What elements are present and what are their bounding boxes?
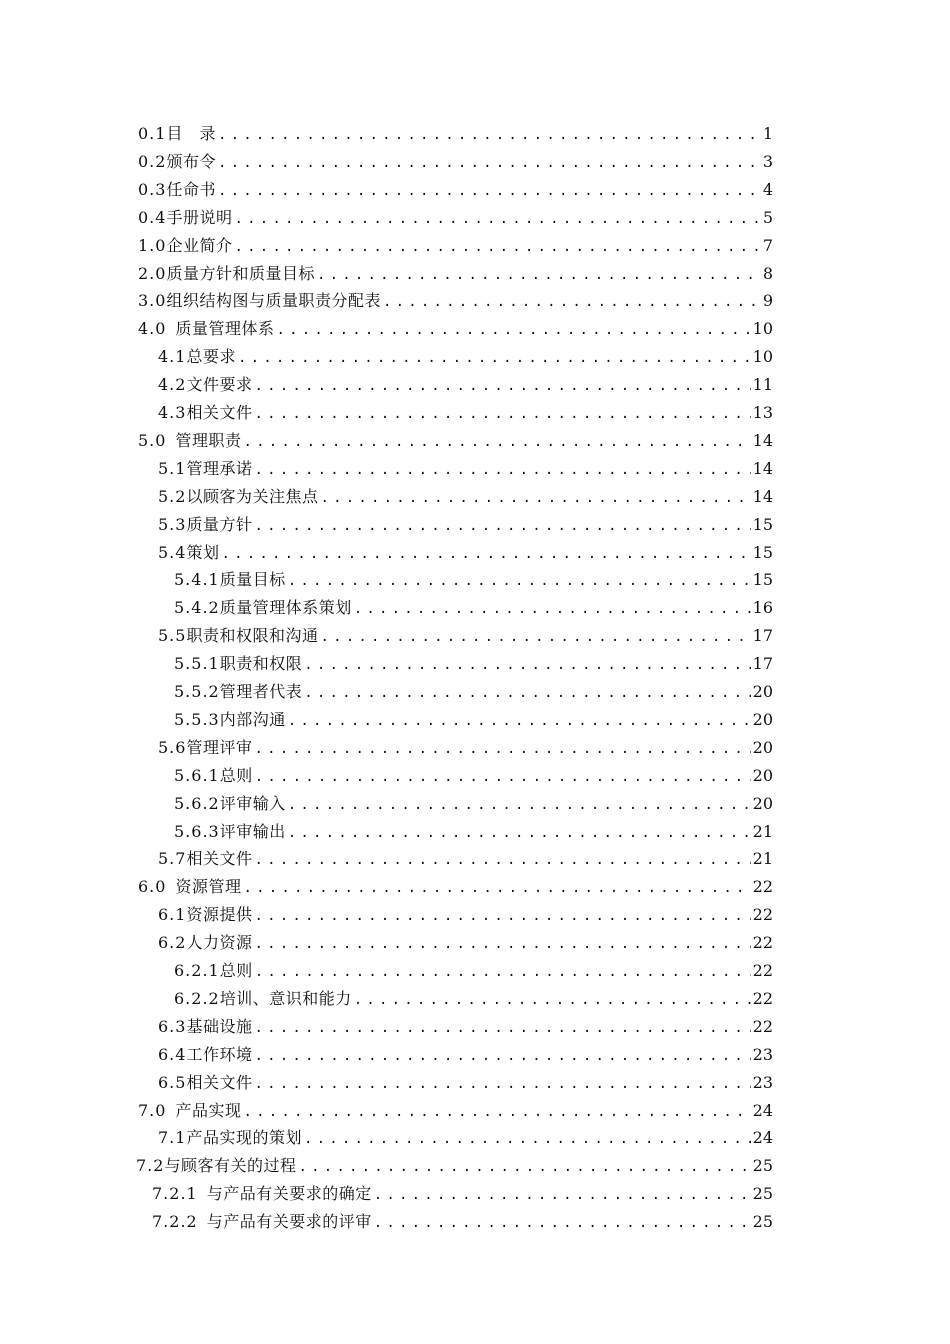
toc-entry-page: 14 (752, 486, 773, 506)
toc-entry-number: 5.4.2 (174, 598, 220, 618)
toc-entry[interactable] (174, 566, 773, 594)
toc-entry[interactable] (158, 929, 773, 957)
toc-entry-number: 6.2.2 (174, 988, 220, 1008)
toc-entry-number: 6.5 (158, 1072, 187, 1092)
toc-entry-page: 23 (752, 1044, 773, 1064)
toc-entry[interactable] (158, 455, 773, 483)
toc-entry[interactable] (174, 706, 773, 734)
toc-entry-title: 以顾客为关注焦点 (186, 486, 319, 506)
toc-dot-leader (320, 623, 750, 651)
toc-entry[interactable] (138, 204, 773, 232)
toc-entry-title: 基础设施 (186, 1016, 253, 1036)
toc-dot-leader (354, 986, 751, 1014)
toc-entry-number: 5.5.3 (174, 709, 220, 729)
toc-entry-title: 质量方针和质量目标 (166, 263, 315, 283)
toc-entry-page: 21 (752, 821, 773, 841)
toc-dot-leader (238, 344, 751, 372)
toc-dot-leader (218, 121, 761, 149)
toc-dot-leader (254, 1070, 750, 1098)
toc-entry-number: 6.3 (158, 1016, 187, 1036)
toc-entry-number: 5.5 (158, 626, 187, 646)
toc-entry-title: 相关文件 (186, 849, 253, 869)
toc-entry-number: 5.7 (158, 849, 187, 869)
toc-dot-leader (255, 958, 751, 986)
toc-entry[interactable] (138, 315, 773, 343)
toc-entry[interactable] (174, 790, 773, 818)
toc-entry-title: 内部沟通 (219, 709, 286, 729)
toc-dot-leader (276, 316, 750, 344)
toc-entry-title: 相关文件 (186, 403, 253, 422)
toc-entry[interactable] (138, 873, 773, 901)
toc-entry-page: 25 (752, 1156, 773, 1176)
toc-dot-leader (317, 261, 761, 289)
toc-entry-page: 24 (752, 1128, 773, 1148)
toc-entry-number: 5.5.1 (174, 654, 220, 674)
toc-entry-page: 20 (752, 793, 773, 813)
toc-entry[interactable] (138, 120, 773, 148)
toc-dot-leader (254, 1042, 750, 1070)
toc-entry-page: 10 (752, 347, 773, 367)
toc-entry-title: 策划 (186, 542, 220, 562)
toc-entry-title: 工作环境 (186, 1044, 253, 1064)
toc-entry-page: 10 (752, 319, 773, 339)
toc-entry-title: 质量管理体系 (175, 319, 275, 339)
toc-entry[interactable] (174, 594, 773, 622)
toc-entry-title: 总要求 (186, 347, 236, 367)
toc-entry-title: 质量目标 (219, 570, 286, 590)
toc-dot-leader (218, 177, 761, 205)
toc-entry-number: 5.4 (158, 542, 187, 562)
toc-entry-title: 文件要求 (186, 375, 253, 395)
toc-entry[interactable] (174, 818, 773, 846)
toc-entry-title: 任命书 (166, 179, 216, 199)
toc-dot-leader (234, 233, 760, 261)
toc-entry-page: 22 (752, 877, 773, 897)
toc-dot-leader (288, 819, 751, 847)
toc-entry-page: 14 (752, 430, 773, 450)
toc-entry[interactable] (174, 957, 773, 985)
toc-entry[interactable] (158, 622, 773, 650)
toc-entry-number: 0.3 (138, 179, 167, 199)
toc-entry-title: 职责和权限和沟通 (186, 626, 319, 646)
toc-dot-leader (288, 707, 751, 735)
toc-entry-number: 4.2 (158, 375, 187, 395)
toc-entry-page: 13 (752, 403, 773, 422)
toc-entry-title: 目 录 (166, 124, 216, 143)
toc-entry-number: 6.2 (158, 933, 187, 953)
toc-entry-title: 管理职责 (175, 430, 242, 450)
toc-entry-number: 4.3 (158, 403, 187, 422)
toc-entry[interactable] (138, 232, 773, 260)
toc-entry-page: 22 (752, 961, 773, 980)
toc-dot-leader (374, 1209, 751, 1237)
toc-dot-leader (255, 763, 751, 791)
toc-dot-leader (374, 1181, 751, 1209)
toc-entry[interactable] (158, 845, 773, 873)
toc-entry[interactable] (158, 1013, 773, 1041)
toc-entry-page: 15 (752, 570, 773, 590)
toc-entry-page: 8 (762, 263, 773, 283)
toc-entry-number: 5.6.2 (174, 793, 220, 813)
toc-entry-page: 14 (752, 458, 773, 478)
toc-entry-page: 17 (752, 654, 773, 674)
toc-entry-title: 颁布令 (166, 151, 216, 171)
toc-entry-page: 20 (752, 682, 773, 701)
toc-entry-title: 与产品有关要求的确定 (206, 1184, 372, 1204)
toc-entry-number: 5.0 (138, 430, 167, 450)
toc-entry-page: 25 (752, 1184, 773, 1204)
toc-dot-leader (354, 595, 751, 623)
toc-entry-page: 16 (752, 598, 773, 618)
toc-entry[interactable] (138, 260, 773, 288)
toc-entry-page: 20 (752, 737, 773, 757)
toc-entry-number: 0.1 (138, 124, 167, 143)
toc-entry-number: 7.2.1 (152, 1184, 198, 1204)
toc-entry[interactable] (158, 1041, 773, 1069)
toc-entry-page: 17 (752, 626, 773, 646)
toc-dot-leader (221, 540, 750, 568)
toc-entry-title: 资源提供 (186, 905, 253, 925)
toc-entry-page: 22 (752, 988, 773, 1008)
toc-entry[interactable] (138, 1097, 773, 1125)
toc-entry-number: 6.2.1 (174, 961, 220, 980)
toc-dot-leader (288, 791, 751, 819)
toc-entry-page: 3 (762, 151, 773, 171)
toc-entry-title: 总则 (219, 961, 253, 980)
toc-entry-title: 管理者代表 (219, 682, 303, 701)
toc-entry-page: 22 (752, 933, 773, 953)
toc-entry-title: 培训、意识和能力 (219, 988, 352, 1008)
toc-entry-number: 7.2 (136, 1156, 165, 1176)
toc-entry[interactable] (158, 343, 773, 371)
toc-entry-title: 管理评审 (186, 737, 253, 757)
toc-entry-title: 职责和权限 (219, 654, 303, 674)
toc-entry-number: 3.0 (138, 291, 167, 311)
toc-entry-page: 4 (762, 179, 773, 199)
toc-dot-leader (243, 428, 750, 456)
toc-entry[interactable] (138, 427, 773, 455)
toc-entry[interactable] (174, 985, 773, 1013)
toc-dot-leader (243, 874, 750, 902)
toc-entry[interactable] (158, 901, 773, 929)
toc-entry-page: 1 (762, 124, 773, 143)
toc-entry-page: 7 (762, 235, 773, 255)
toc-dot-leader (298, 1153, 750, 1181)
toc-entry-page: 23 (752, 1072, 773, 1092)
toc-entry-title: 质量方针 (186, 514, 253, 534)
toc-entry-page: 24 (752, 1100, 773, 1120)
toc-entry[interactable] (158, 483, 773, 511)
toc-entry-page: 25 (752, 1212, 773, 1232)
toc-entry[interactable] (152, 1180, 773, 1208)
toc-dot-leader (254, 846, 750, 874)
toc-dot-leader (254, 512, 750, 540)
toc-entry-page: 15 (752, 542, 773, 562)
toc-dot-leader (254, 400, 750, 428)
toc-entry-title: 管理承诺 (186, 458, 253, 478)
toc-dot-leader (243, 1098, 750, 1126)
toc-entry[interactable] (138, 287, 773, 315)
toc-entry-number: 4.1 (158, 347, 187, 367)
toc-entry-page: 22 (752, 905, 773, 925)
toc-entry[interactable] (174, 678, 773, 706)
toc-entry-title: 质量管理体系策划 (219, 598, 352, 618)
toc-dot-leader (254, 902, 750, 930)
toc-entry-page: 22 (752, 1016, 773, 1036)
toc-entry-title: 相关文件 (186, 1072, 253, 1092)
toc-entry-number: 5.2 (158, 486, 187, 506)
toc-entry-title: 产品实现 (175, 1100, 242, 1120)
toc-entry-number: 5.6.3 (174, 821, 220, 841)
toc-dot-leader (383, 288, 761, 316)
toc-entry-number: 7.0 (138, 1100, 167, 1120)
toc-entry-number: 6.1 (158, 905, 187, 925)
toc-dot-leader (288, 567, 751, 595)
toc-entry[interactable] (158, 734, 773, 762)
toc-entry-number: 6.4 (158, 1044, 187, 1064)
toc-entry-number: 5.1 (158, 458, 187, 478)
toc-dot-leader (254, 456, 750, 484)
toc-entry-number: 0.2 (138, 151, 167, 171)
toc-entry-number: 5.5.2 (174, 682, 220, 701)
toc-entry-title: 企业简介 (166, 235, 233, 255)
toc-entry-number: 2.0 (138, 263, 167, 283)
toc-entry[interactable] (158, 511, 773, 539)
toc-entry-title: 组织结构图与质量职责分配表 (166, 291, 381, 311)
toc-entry[interactable] (158, 399, 773, 427)
toc-entry-number: 4.0 (138, 319, 167, 339)
toc-entry[interactable] (174, 762, 773, 790)
toc-entry-page: 11 (752, 375, 773, 395)
toc-entry-page: 9 (762, 291, 773, 311)
toc-entry-title: 手册说明 (166, 207, 233, 227)
toc-entry[interactable] (152, 1208, 773, 1236)
toc-dot-leader (304, 651, 750, 679)
toc-entry[interactable] (158, 371, 773, 399)
toc-entry-number: 5.6.1 (174, 765, 220, 785)
toc-entry-number: 6.0 (138, 877, 167, 897)
toc-entry-page: 20 (752, 765, 773, 785)
toc-entry[interactable] (138, 148, 773, 176)
toc-entry-page: 15 (752, 514, 773, 534)
toc-dot-leader (234, 205, 760, 233)
toc-dot-leader (218, 149, 761, 177)
toc-entry[interactable] (158, 539, 773, 567)
toc-entry[interactable] (158, 1069, 773, 1097)
toc-dot-leader (304, 679, 750, 707)
toc-entry-number: 7.2.2 (152, 1212, 198, 1232)
toc-entry-number: 7.1 (158, 1128, 187, 1148)
toc-entry-number: 5.4.1 (174, 570, 220, 590)
toc-entry[interactable] (138, 176, 773, 204)
toc-dot-leader (254, 1014, 750, 1042)
toc-entry-number: 0.4 (138, 207, 167, 227)
toc-entry-title: 总则 (219, 765, 253, 785)
toc-entry-title: 资源管理 (175, 877, 242, 897)
toc-entry-page: 5 (762, 207, 773, 227)
toc-entry[interactable] (174, 650, 773, 678)
toc-entry[interactable] (136, 1152, 773, 1180)
toc-entry-page: 20 (752, 709, 773, 729)
toc-entry-title: 产品实现的策划 (186, 1128, 302, 1148)
toc-dot-leader (320, 484, 750, 512)
toc-entry-title: 评审输入 (219, 793, 286, 813)
toc-entry-page: 21 (752, 849, 773, 869)
toc-entry-title: 与顾客有关的过程 (164, 1156, 297, 1176)
toc-entry-number: 5.6 (158, 737, 187, 757)
toc-entry-title: 人力资源 (186, 933, 253, 953)
toc-entry-number: 5.3 (158, 514, 187, 534)
toc-entry-number: 1.0 (138, 235, 167, 255)
toc-entry[interactable] (158, 1124, 773, 1152)
toc-dot-leader (254, 735, 750, 763)
toc-dot-leader (304, 1125, 751, 1153)
toc-entry-title: 评审输出 (219, 821, 286, 841)
toc-dot-leader (254, 930, 750, 958)
toc-entry-title: 与产品有关要求的评审 (206, 1212, 372, 1232)
toc-dot-leader (254, 372, 750, 400)
